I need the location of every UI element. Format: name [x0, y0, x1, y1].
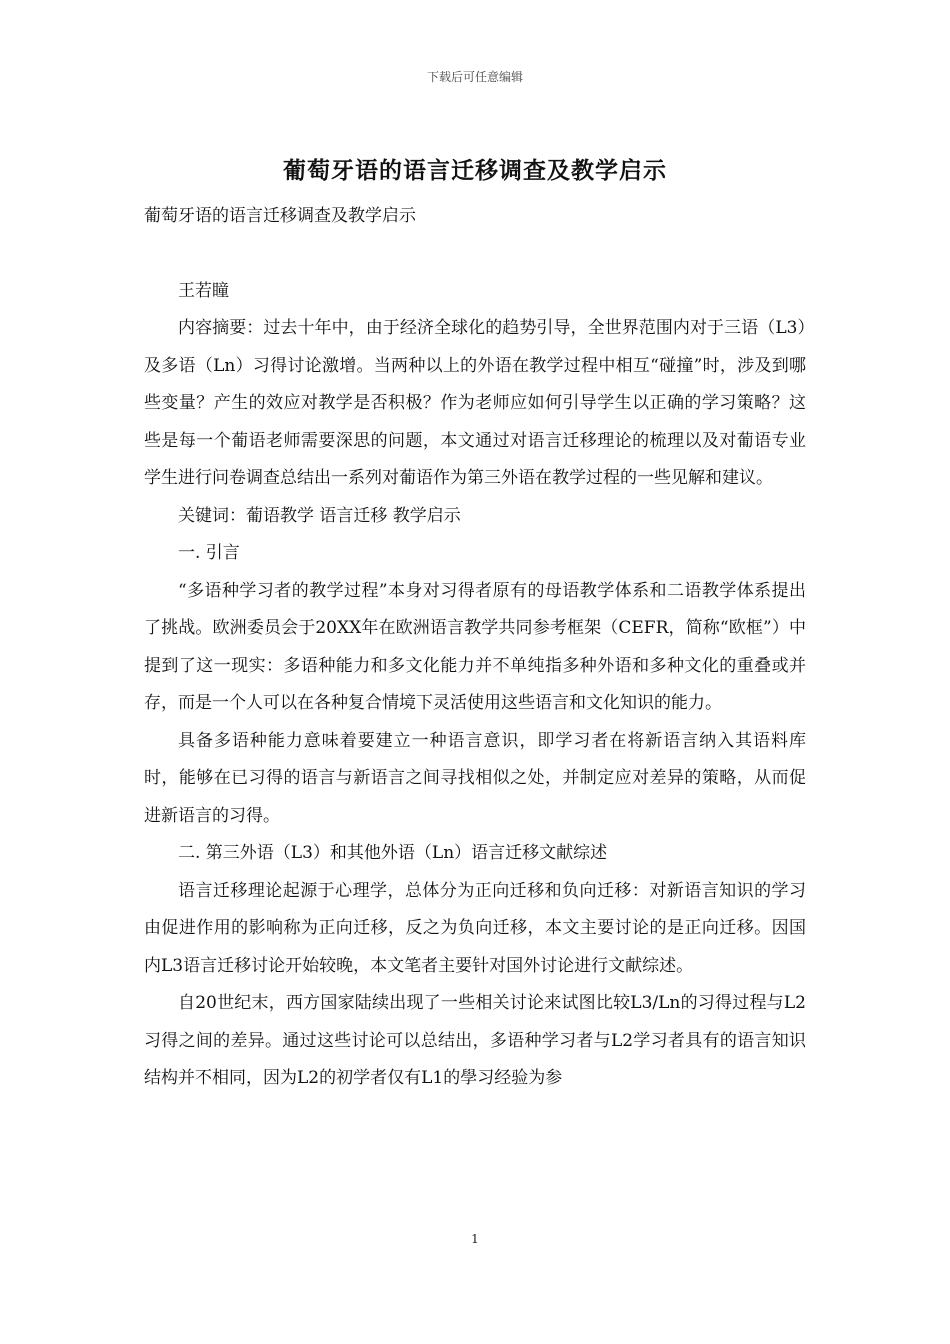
- body-paragraph: “多语种学习者的教学过程”本身对习得者原有的母语教学体系和二语教学体系提出了挑战。欧洲委员会于20XX年在欧洲语言教学共同参考框架（CEFR，简称“欧框”）中提到了这一现实：多语种能力和多文化能力并不单纯指多种外语和多种文化的重叠或并存，而是一个人可以在各种复合情境下灵活使用这些语言和文化知识的能力。: [144, 580, 806, 713]
- document-title: 葡萄牙语的语言迁移调查及教学启示: [283, 157, 667, 184]
- section-heading-introduction: 一. 引言: [178, 543, 240, 563]
- document-subtitle: 葡萄牙语的语言迁移调查及教学启示: [144, 206, 416, 226]
- section-heading-literature-review: 二. 第三外语（L3）和其他外语（Ln）语言迁移文献综述: [178, 843, 608, 863]
- keywords-line: 关键词：葡语教学 语言迁移 教学启示: [178, 505, 461, 526]
- header-note: 下载后可任意编辑: [426, 70, 523, 84]
- page-number: 1: [471, 1232, 479, 1246]
- abstract-paragraph: 内容摘要：过去十年中，由于经济全球化的趋势引导，全世界范围内对于三语（L3）及多语（Ln）习得讨论激增。当两种以上的外语在教学过程中相互“碰撞”时，涉及到哪些变量？产生的效应对教学是否积极？作为老师应如何引导学生以正确的学习策略？这些是每一个葡语老师需要深思的问题，本文通过对语言迁移理论的梳理以及对葡语专业学生进行问卷调查总结出一系列对葡语作为第三外语在教学过程的一些见解和建议。: [144, 318, 806, 488]
- body-paragraph: 语言迁移理论起源于心理学，总体分为正向迁移和负向迁移：对新语言知识的学习由促进作用的影响称为正向迁移，反之为负向迁移，本文主要讨论的是正向迁移。因国内L3语言迁移讨论开始较晚，本文笔者主要针对国外讨论进行文献综述。: [144, 880, 806, 976]
- author-name: 王若瞳: [178, 280, 229, 301]
- document-body: [144, 198, 806, 1098]
- body-paragraph: 具备多语种能力意味着要建立一种语言意识，即学习者在将新语言纳入其语料库时，能够在已习得的语言与新语言之间寻找相似之处，并制定应对差异的策略，从而促进新语言的习得。: [144, 730, 806, 826]
- body-paragraph: 自20世纪末，西方国家陆续出现了一些相关讨论来试图比较L3/Ln的习得过程与L2习得之间的差异。通过这些讨论可以总结出，多语种学习者与L2学习者具有的语言知识结构并不相同，因为L2的初学者仅有L1的學习经验为参: [144, 993, 806, 1088]
